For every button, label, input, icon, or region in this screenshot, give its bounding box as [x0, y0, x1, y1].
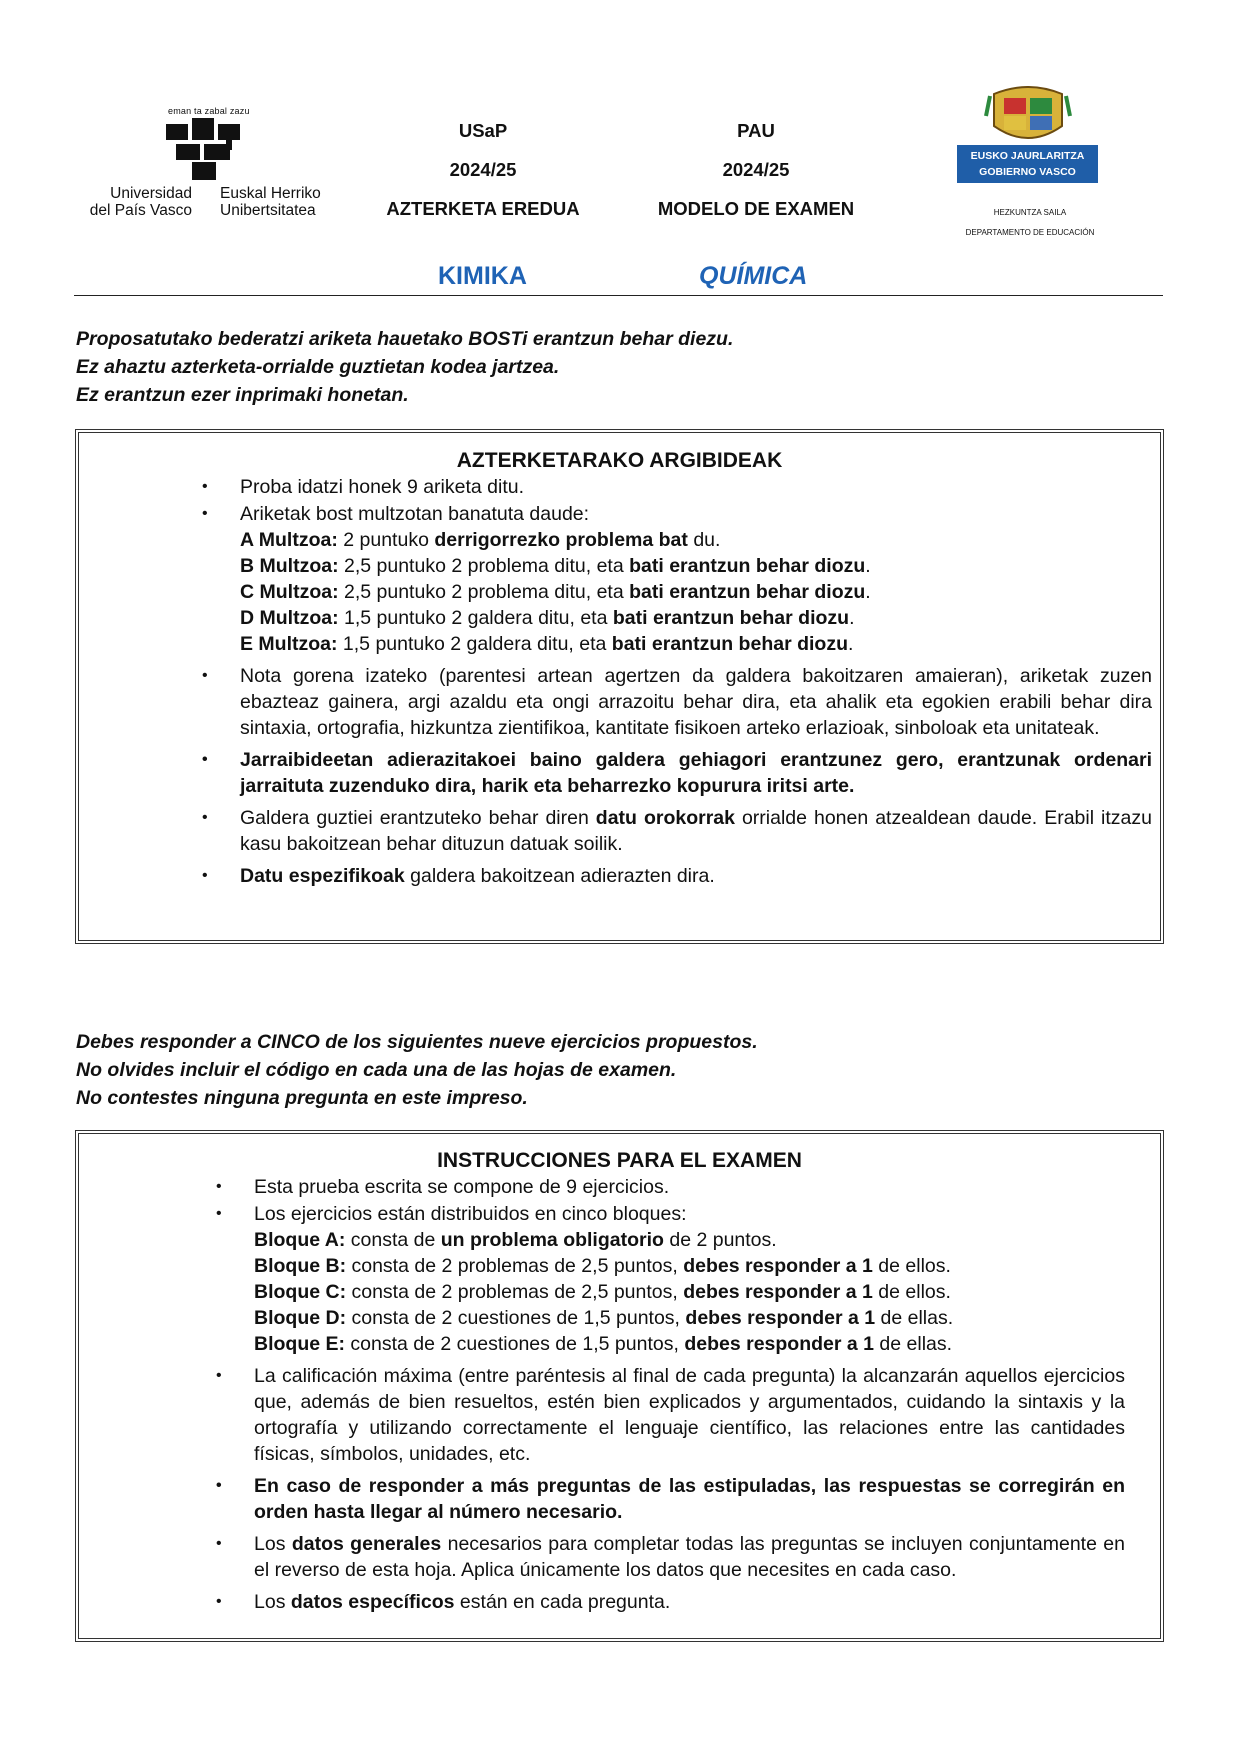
block-bold: bati erantzun behar diozu — [629, 555, 866, 577]
block-bold: bati erantzun behar diozu — [612, 607, 850, 629]
block-e — [240, 631, 1152, 657]
instructions-list-eu — [202, 474, 1152, 889]
block-b — [254, 1253, 1125, 1279]
gv-line1: EUSKO JAURLARITZA — [970, 150, 1085, 162]
list-item — [216, 1589, 1125, 1615]
item-bold: datu orokorrak — [595, 807, 735, 829]
block-text: du. — [687, 529, 721, 551]
item-text: Jarraibideetan adierazitakoei baino galdera gehiagori erantzunez gero, erantzunak ordenari jarraituta zuzenduko dira, harik eta beharrezko kopurura iritsi arte. — [240, 749, 1152, 797]
item-text: Los — [254, 1591, 291, 1613]
upv-name-es-line1: Universidad — [110, 185, 192, 202]
box-title-eu: AZTERKETARAKO ARGIBIDEAK — [456, 449, 783, 472]
list-item — [202, 747, 1152, 799]
gv-dept-es: DEPARTAMENTO DE EDUCACIÓN — [965, 228, 1095, 237]
intro-es-line3: No contestes ninguna pregunta en este impreso. — [76, 1087, 528, 1109]
block-d — [254, 1305, 1125, 1331]
item-text: están en cada pregunta. — [454, 1591, 671, 1613]
bullet-icon: • — [202, 751, 208, 768]
block-text: de 2 puntos. — [663, 1229, 777, 1251]
block-label: Bloque A: — [254, 1229, 346, 1251]
upv-name-eu-line1: Euskal Herriko — [220, 185, 321, 202]
bullet-icon: • — [216, 1535, 222, 1552]
item-bold: Datu espezifikoak — [240, 865, 405, 887]
intro-es-line2: No olvides incluir el código en cada una de las hojas de examen. — [76, 1059, 677, 1081]
list-item — [216, 1201, 1125, 1357]
block-bold: un problema obligatorio — [440, 1229, 664, 1251]
bullet-icon: • — [202, 505, 208, 522]
upv-ehu-logo — [166, 118, 252, 180]
bullet-icon: • — [216, 1593, 222, 1610]
block-bold: bati erantzun behar diozu — [629, 581, 866, 603]
bullet-icon: • — [202, 867, 208, 884]
block-label: Bloque B: — [254, 1255, 347, 1277]
item-text: galdera bakoitzean adierazten dira. — [404, 865, 715, 887]
item-text: Ariketak bost multzotan banatuta daude: — [240, 503, 590, 525]
item-text: Galdera guztiei erantzuteko behar diren — [240, 807, 596, 829]
block-e — [254, 1331, 1125, 1357]
item-bold: datos generales — [291, 1533, 442, 1555]
list-item — [216, 1174, 1125, 1200]
block-label: B Multzoa: — [240, 555, 339, 577]
block-text: de ellas. — [875, 1307, 954, 1329]
header-exam-model-eu: AZTERKETA EREDUA — [386, 198, 580, 219]
block-text: consta de 2 problemas de 2,5 puntos, — [346, 1281, 684, 1303]
intro-es-line1: Debes responder a CINCO de los siguientes nueve ejercicios propuestos. — [76, 1031, 758, 1053]
block-text: 2,5 puntuko 2 problema ditu, eta — [338, 581, 630, 603]
block-c — [254, 1279, 1125, 1305]
upv-name-eu-line2: Unibertsitatea — [220, 202, 316, 219]
upv-name-eu — [220, 185, 321, 219]
list-item — [202, 805, 1152, 857]
block-a — [254, 1227, 1125, 1253]
item-text: Nota gorena izateko (parentesi artean agertzen da galdera bakoitzaren amaieran), ariketak zuzen ebazteaz gainera, argi azaldu eta ongi arrazoitu behar dira, eta ahalik eta egokien erabili behar dira sintaxia, ortografia, hizkuntza zientifikoa, kantitate fisikoen arteko erlazioak, sinboloak eta unitateak. — [240, 665, 1152, 739]
block-text: 1,5 puntuko 2 galdera ditu, eta — [337, 633, 612, 655]
block-text: . — [847, 633, 854, 655]
item-text: Proba idatzi honek 9 ariketa ditu. — [240, 476, 525, 498]
block-bold: debes responder a 1 — [685, 1307, 876, 1329]
subject-eu: KIMIKA — [438, 262, 527, 290]
block-b — [240, 553, 1152, 579]
bullet-icon: • — [216, 1477, 222, 1494]
item-text: orrialde honen atzealdean daude. Erabil itzazu kasu bakoitzean behar dituzun datuak soilik. — [240, 807, 1152, 855]
item-text: Los — [254, 1533, 292, 1555]
list-item — [216, 1473, 1125, 1525]
item-text: Los ejercicios están distribuidos en cinco bloques: — [254, 1203, 687, 1225]
instructions-box-es — [75, 1130, 1164, 1642]
upv-name-es — [76, 185, 192, 219]
block-text: consta de 2 cuestiones de 1,5 puntos, — [346, 1307, 686, 1329]
item-text: necesarios para completar todas las preguntas se incluyen conjuntamente en el reverso de esta hoja. Aplica únicamente los datos que necesites en cada caso. — [254, 1533, 1125, 1581]
bullet-icon: • — [216, 1205, 222, 1222]
block-label: E Multzoa: — [240, 633, 338, 655]
list-item — [216, 1363, 1125, 1467]
block-c — [240, 579, 1152, 605]
block-text: consta de 2 problemas de 2,5 puntos, — [346, 1255, 684, 1277]
block-text: de ellos. — [872, 1281, 951, 1303]
bullet-icon: • — [216, 1178, 222, 1195]
upv-motto: eman ta zabal zazu — [168, 106, 250, 116]
instructions-box-eu — [75, 429, 1164, 944]
header-year-eu: 2024/25 — [449, 159, 517, 180]
block-text: . — [849, 607, 855, 629]
header-year-es: 2024/25 — [722, 159, 790, 180]
item-text: La calificación máxima (entre paréntesis al final de cada pregunta) la alcanzarán aquellos ejercicios que, además de bien resueltos, estén bien explicados y argumentados, cuidando la sintaxis y la ortografía y utilizando correctamente el lenguaje científico, las relaciones entre las cantidades físicas, símbolos, unidades, etc. — [254, 1365, 1125, 1465]
block-text: 2 puntuko — [337, 529, 435, 551]
block-text: consta de 2 cuestiones de 1,5 puntos, — [345, 1333, 685, 1355]
block-text: . — [865, 555, 871, 577]
list-item — [202, 863, 1152, 889]
item-text: Esta prueba escrita se compone de 9 ejercicios. — [254, 1176, 670, 1198]
block-text: consta de — [345, 1229, 441, 1251]
block-text: de ellas. — [874, 1333, 953, 1355]
block-bold: debes responder a 1 — [683, 1281, 873, 1303]
block-label: Bloque D: — [254, 1307, 347, 1329]
header-pau: PAU — [737, 120, 775, 141]
intro-eu-line2: Ez ahaztu azterketa-orrialde guztietan kodea jartzea. — [76, 356, 560, 378]
bullet-icon: • — [202, 667, 208, 684]
block-bold: bati erantzun behar diozu — [611, 633, 848, 655]
header-col-usap — [363, 121, 603, 219]
block-label: Bloque E: — [254, 1333, 345, 1355]
item-text: En caso de responder a más preguntas de las estipuladas, las respuestas se corregirán en orden hasta llegar al número necesario. — [254, 1475, 1125, 1523]
intro-eu — [76, 325, 733, 409]
block-bold: debes responder a 1 — [683, 1255, 873, 1277]
block-bold: debes responder a 1 — [684, 1333, 874, 1355]
list-item — [216, 1531, 1125, 1583]
block-text: . — [865, 581, 871, 603]
block-text: de ellos. — [872, 1255, 951, 1277]
gv-line2: GOBIERNO VASCO — [979, 166, 1076, 178]
bullet-icon: • — [202, 478, 208, 495]
block-text: 2,5 puntuko 2 problema ditu, eta — [338, 555, 630, 577]
upv-name-es-line2: del País Vasco — [89, 202, 192, 219]
header-exam-model-es: MODELO DE EXAMEN — [657, 198, 855, 219]
header-divider — [74, 295, 1163, 296]
basque-government-band — [957, 145, 1098, 183]
header-usap: USaP — [458, 120, 508, 141]
block-d — [240, 605, 1152, 631]
subject-es: QUÍMICA — [699, 262, 808, 290]
box-title-es: INSTRUCCIONES PARA EL EXAMEN — [437, 1149, 802, 1172]
intro-eu-line1: Proposatutako bederatzi ariketa hauetako BOSTi erantzun behar diezu. — [76, 328, 734, 350]
list-item — [202, 474, 1152, 500]
block-label: A Multzoa: — [240, 529, 338, 551]
block-bold: derrigorrezko problema bat — [434, 529, 688, 551]
block-label: Bloque C: — [254, 1281, 347, 1303]
list-item — [202, 501, 1152, 657]
block-a — [240, 527, 1152, 553]
list-item — [202, 663, 1152, 741]
item-bold: datos específicos — [290, 1591, 455, 1613]
block-label: D Multzoa: — [240, 607, 339, 629]
block-label: C Multzoa: — [240, 581, 339, 603]
intro-es — [76, 1028, 758, 1112]
header-col-pau — [636, 121, 876, 219]
basque-government-coat-of-arms — [984, 86, 1072, 146]
block-text: 1,5 puntuko 2 galdera ditu, eta — [338, 607, 613, 629]
bullet-icon: • — [202, 809, 208, 826]
instructions-list-es — [216, 1174, 1125, 1615]
intro-eu-line3: Ez erantzun ezer inprimaki honetan. — [76, 384, 409, 406]
gv-dept-eu: HEZKUNTZA SAILA — [993, 208, 1067, 217]
bullet-icon: • — [216, 1367, 222, 1384]
